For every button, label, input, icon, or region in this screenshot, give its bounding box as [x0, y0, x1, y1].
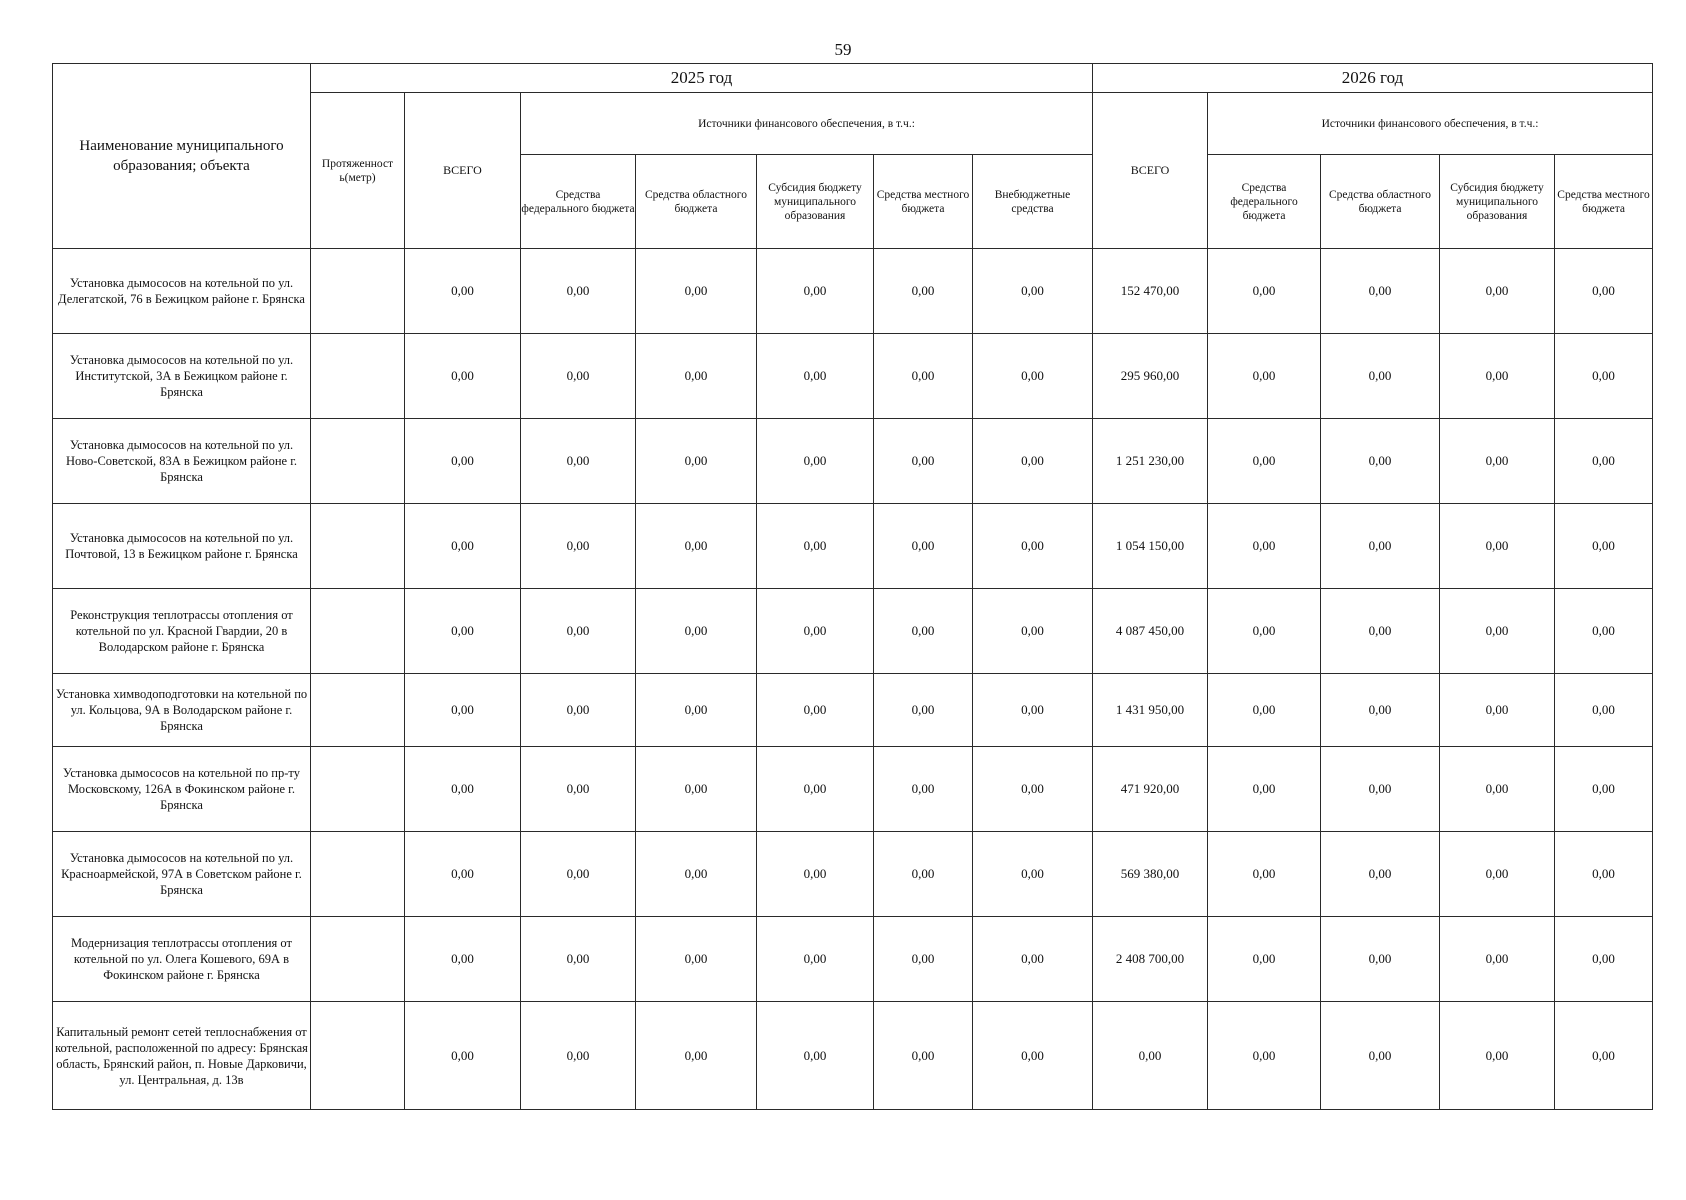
subsidy-2025-cell: 0,00	[757, 504, 874, 589]
total-2025-cell: 0,00	[405, 334, 521, 419]
total-2026-cell: 2 408 700,00	[1093, 917, 1208, 1002]
regional-2025-cell: 0,00	[636, 917, 757, 1002]
header-sources-2025: Источники финансового обеспечения, в т.ч.:	[521, 93, 1093, 155]
header-2025-subsidy: Субсидия бюджету муниципального образования	[757, 155, 874, 249]
subsidy-2026-cell: 0,00	[1440, 334, 1555, 419]
header-length-column: Протяженност ь(метр)	[311, 93, 405, 249]
object-name: Установка дымососов на котельной по ул. Делегатской, 76 в Бежицком районе г. Брянска	[53, 249, 311, 334]
total-2025-cell: 0,00	[405, 832, 521, 917]
regional-2026-cell: 0,00	[1321, 747, 1440, 832]
local-2025-cell: 0,00	[874, 917, 973, 1002]
total-2025-cell: 0,00	[405, 249, 521, 334]
regional-2026-cell: 0,00	[1321, 334, 1440, 419]
total-2026-cell: 1 431 950,00	[1093, 674, 1208, 747]
regional-2026-cell: 0,00	[1321, 589, 1440, 674]
total-2025-cell: 0,00	[405, 1002, 521, 1110]
subsidy-2026-cell: 0,00	[1440, 249, 1555, 334]
regional-2025-cell: 0,00	[636, 419, 757, 504]
total-2025-cell: 0,00	[405, 917, 521, 1002]
regional-2025-cell: 0,00	[636, 249, 757, 334]
table-row	[53, 917, 1653, 1002]
total-2026-cell: 295 960,00	[1093, 334, 1208, 419]
total-2025-cell: 0,00	[405, 419, 521, 504]
total-2026-cell: 152 470,00	[1093, 249, 1208, 334]
federal-2025-cell: 0,00	[521, 674, 636, 747]
extrabudgetary-2025-cell: 0,00	[973, 674, 1093, 747]
total-2025-cell: 0,00	[405, 504, 521, 589]
header-2026-subsidy: Субсидия бюджету муниципального образования	[1440, 155, 1555, 249]
length-cell	[311, 334, 405, 419]
federal-2026-cell: 0,00	[1208, 747, 1321, 832]
regional-2025-cell: 0,00	[636, 589, 757, 674]
extrabudgetary-2025-cell: 0,00	[973, 249, 1093, 334]
federal-2026-cell: 0,00	[1208, 419, 1321, 504]
subsidy-2025-cell: 0,00	[757, 917, 874, 1002]
extrabudgetary-2025-cell: 0,00	[973, 419, 1093, 504]
extrabudgetary-2025-cell: 0,00	[973, 747, 1093, 832]
federal-2026-cell: 0,00	[1208, 832, 1321, 917]
total-2025-cell: 0,00	[405, 674, 521, 747]
total-2026-cell: 0,00	[1093, 1002, 1208, 1110]
federal-2025-cell: 0,00	[521, 249, 636, 334]
object-name: Реконструкция теплотрассы отопления от котельной по ул. Красной Гвардии, 20 в Володарском районе г. Брянска	[53, 589, 311, 674]
federal-2026-cell: 0,00	[1208, 917, 1321, 1002]
header-2025-extrabudgetary: Внебюджетные средства	[973, 155, 1093, 249]
regional-2025-cell: 0,00	[636, 1002, 757, 1110]
federal-2025-cell: 0,00	[521, 832, 636, 917]
subsidy-2025-cell: 0,00	[757, 1002, 874, 1110]
local-2026-cell: 0,00	[1555, 747, 1653, 832]
length-cell	[311, 747, 405, 832]
regional-2026-cell: 0,00	[1321, 504, 1440, 589]
total-2026-cell: 1 054 150,00	[1093, 504, 1208, 589]
subsidy-2025-cell: 0,00	[757, 419, 874, 504]
header-sources-2026: Источники финансового обеспечения, в т.ч.:	[1208, 93, 1653, 155]
federal-2026-cell: 0,00	[1208, 504, 1321, 589]
table-body	[53, 249, 1653, 1110]
subsidy-2026-cell: 0,00	[1440, 832, 1555, 917]
object-name: Установка химводоподготовки на котельной по ул. Кольцова, 9А в Володарском районе г. Брянска	[53, 674, 311, 747]
object-name: Капитальный ремонт сетей теплоснабжения от котельной, расположенной по адресу: Брянская область, Брянский район, п. Новые Дарковичи, ул. Центральная, д. 13в	[53, 1002, 311, 1110]
federal-2025-cell: 0,00	[521, 747, 636, 832]
local-2026-cell: 0,00	[1555, 249, 1653, 334]
regional-2026-cell: 0,00	[1321, 419, 1440, 504]
length-cell	[311, 249, 405, 334]
length-cell	[311, 589, 405, 674]
local-2026-cell: 0,00	[1555, 334, 1653, 419]
regional-2025-cell: 0,00	[636, 674, 757, 747]
table-row	[53, 334, 1653, 419]
header-2026-local: Средства местного бюджета	[1555, 155, 1653, 249]
length-cell	[311, 832, 405, 917]
object-name: Модернизация теплотрассы отопления от котельной по ул. Олега Кошевого, 69А в Фокинском районе г. Брянска	[53, 917, 311, 1002]
subsidy-2025-cell: 0,00	[757, 832, 874, 917]
header-total-2026: ВСЕГО	[1093, 93, 1208, 249]
regional-2026-cell: 0,00	[1321, 917, 1440, 1002]
header-year-2025: 2025 год	[311, 64, 1093, 93]
subsidy-2026-cell: 0,00	[1440, 1002, 1555, 1110]
federal-2026-cell: 0,00	[1208, 589, 1321, 674]
subsidy-2025-cell: 0,00	[757, 747, 874, 832]
local-2025-cell: 0,00	[874, 504, 973, 589]
regional-2025-cell: 0,00	[636, 832, 757, 917]
local-2025-cell: 0,00	[874, 674, 973, 747]
extrabudgetary-2025-cell: 0,00	[973, 832, 1093, 917]
federal-2026-cell: 0,00	[1208, 674, 1321, 747]
local-2025-cell: 0,00	[874, 334, 973, 419]
local-2026-cell: 0,00	[1555, 1002, 1653, 1110]
object-name: Установка дымососов на котельной по ул. Красноармейской, 97А в Советском районе г. Брянска	[53, 832, 311, 917]
local-2025-cell: 0,00	[874, 589, 973, 674]
local-2025-cell: 0,00	[874, 249, 973, 334]
regional-2025-cell: 0,00	[636, 334, 757, 419]
local-2025-cell: 0,00	[874, 832, 973, 917]
regional-2026-cell: 0,00	[1321, 832, 1440, 917]
table-row	[53, 674, 1653, 747]
local-2026-cell: 0,00	[1555, 917, 1653, 1002]
federal-2025-cell: 0,00	[521, 334, 636, 419]
total-2025-cell: 0,00	[405, 589, 521, 674]
federal-2026-cell: 0,00	[1208, 1002, 1321, 1110]
table-row	[53, 504, 1653, 589]
regional-2026-cell: 0,00	[1321, 674, 1440, 747]
regional-2025-cell: 0,00	[636, 504, 757, 589]
header-name-column: Наименование муниципального образования; объекта	[53, 64, 311, 249]
total-2026-cell: 569 380,00	[1093, 832, 1208, 917]
federal-2026-cell: 0,00	[1208, 249, 1321, 334]
extrabudgetary-2025-cell: 0,00	[973, 504, 1093, 589]
length-cell	[311, 504, 405, 589]
regional-2026-cell: 0,00	[1321, 1002, 1440, 1110]
federal-2025-cell: 0,00	[521, 1002, 636, 1110]
table-header	[53, 64, 1653, 249]
header-total-2025: ВСЕГО	[405, 93, 521, 249]
federal-2025-cell: 0,00	[521, 589, 636, 674]
local-2025-cell: 0,00	[874, 419, 973, 504]
subsidy-2026-cell: 0,00	[1440, 917, 1555, 1002]
table-row	[53, 1002, 1653, 1110]
local-2026-cell: 0,00	[1555, 419, 1653, 504]
header-year-2026: 2026 год	[1093, 64, 1653, 93]
object-name: Установка дымососов на котельной по ул. Ново-Советской, 83А в Бежицком районе г. Брянска	[53, 419, 311, 504]
subsidy-2026-cell: 0,00	[1440, 674, 1555, 747]
regional-2025-cell: 0,00	[636, 747, 757, 832]
local-2026-cell: 0,00	[1555, 832, 1653, 917]
subsidy-2026-cell: 0,00	[1440, 589, 1555, 674]
object-name: Установка дымососов на котельной по ул. Институтской, 3А в Бежицком районе г. Брянска	[53, 334, 311, 419]
federal-2025-cell: 0,00	[521, 419, 636, 504]
header-2025-local: Средства местного бюджета	[874, 155, 973, 249]
table-row	[53, 419, 1653, 504]
table-row	[53, 249, 1653, 334]
extrabudgetary-2025-cell: 0,00	[973, 334, 1093, 419]
subsidy-2026-cell: 0,00	[1440, 504, 1555, 589]
total-2026-cell: 4 087 450,00	[1093, 589, 1208, 674]
extrabudgetary-2025-cell: 0,00	[973, 917, 1093, 1002]
federal-2025-cell: 0,00	[521, 917, 636, 1002]
header-2026-regional: Средства областного бюджета	[1321, 155, 1440, 249]
total-2026-cell: 1 251 230,00	[1093, 419, 1208, 504]
length-cell	[311, 1002, 405, 1110]
subsidy-2025-cell: 0,00	[757, 589, 874, 674]
local-2025-cell: 0,00	[874, 1002, 973, 1110]
federal-2025-cell: 0,00	[521, 504, 636, 589]
subsidy-2025-cell: 0,00	[757, 334, 874, 419]
extrabudgetary-2025-cell: 0,00	[973, 589, 1093, 674]
header-2025-regional: Средства областного бюджета	[636, 155, 757, 249]
object-name: Установка дымососов на котельной по пр-ту Московскому, 126А в Фокинском районе г. Брянска	[53, 747, 311, 832]
regional-2026-cell: 0,00	[1321, 249, 1440, 334]
extrabudgetary-2025-cell: 0,00	[973, 1002, 1093, 1110]
budget-table	[52, 63, 1653, 1110]
local-2025-cell: 0,00	[874, 747, 973, 832]
local-2026-cell: 0,00	[1555, 589, 1653, 674]
table-row	[53, 832, 1653, 917]
local-2026-cell: 0,00	[1555, 674, 1653, 747]
header-2025-federal: Средства федерального бюджета	[521, 155, 636, 249]
total-2026-cell: 471 920,00	[1093, 747, 1208, 832]
length-cell	[311, 917, 405, 1002]
local-2026-cell: 0,00	[1555, 504, 1653, 589]
table-row	[53, 747, 1653, 832]
subsidy-2025-cell: 0,00	[757, 674, 874, 747]
object-name: Установка дымососов на котельной по ул. Почтовой, 13 в Бежицком районе г. Брянска	[53, 504, 311, 589]
length-cell	[311, 674, 405, 747]
length-cell	[311, 419, 405, 504]
total-2025-cell: 0,00	[405, 747, 521, 832]
subsidy-2025-cell: 0,00	[757, 249, 874, 334]
header-row-years	[53, 64, 1653, 93]
subsidy-2026-cell: 0,00	[1440, 747, 1555, 832]
subsidy-2026-cell: 0,00	[1440, 419, 1555, 504]
page-number: 59	[834, 40, 852, 59]
header-2026-federal: Средства федерального бюджета	[1208, 155, 1321, 249]
federal-2026-cell: 0,00	[1208, 334, 1321, 419]
table-row	[53, 589, 1653, 674]
